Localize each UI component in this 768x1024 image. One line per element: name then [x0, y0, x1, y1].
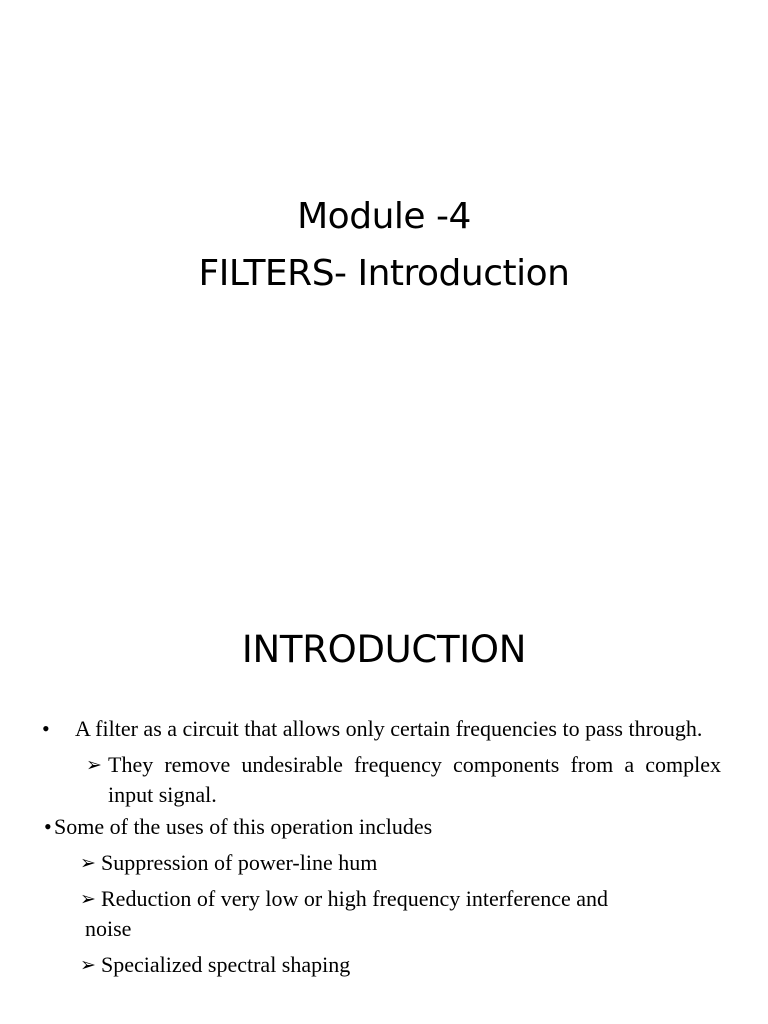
bullet-text: Some of the uses of this operation includes [54, 814, 433, 839]
bullet-item [42, 714, 768, 744]
arrow-bullet-icon: ➢ [80, 954, 96, 976]
use-item [80, 848, 768, 878]
arrow-bullet-icon: ➢ [80, 852, 96, 874]
bullet-icon: • [44, 814, 52, 839]
use-item [80, 950, 768, 980]
use-text [85, 884, 721, 944]
sub-bullet-text: They remove undesirable frequency components from a complex input signal. [108, 752, 721, 807]
use-text [101, 950, 721, 980]
arrow-bullet-icon: ➢ [86, 754, 102, 776]
slide-introduction [0, 576, 768, 1024]
use-item [80, 884, 768, 944]
sub-bullet-item [86, 750, 768, 810]
use-text-line: Specialized spectral shaping [101, 952, 351, 977]
use-text-continuation: noise [85, 916, 132, 941]
topic-title: FILTERS- Introduction [198, 253, 570, 294]
use-text-line: Suppression of power-line hum [101, 850, 378, 875]
bullet-text: A filter as a circuit that allows only certain frequencies to pass through. [75, 716, 703, 741]
use-text-line: Reduction of very low or high frequency interference and [101, 886, 609, 911]
arrow-bullet-icon: ➢ [80, 888, 96, 910]
module-title: Module -4 [297, 196, 471, 237]
use-text [101, 848, 721, 878]
slide-body [0, 714, 768, 980]
slide-title-block [0, 188, 768, 302]
bullet-icon: • [42, 716, 50, 741]
section-heading: INTRODUCTION [241, 628, 527, 671]
bullet-item [44, 812, 768, 842]
